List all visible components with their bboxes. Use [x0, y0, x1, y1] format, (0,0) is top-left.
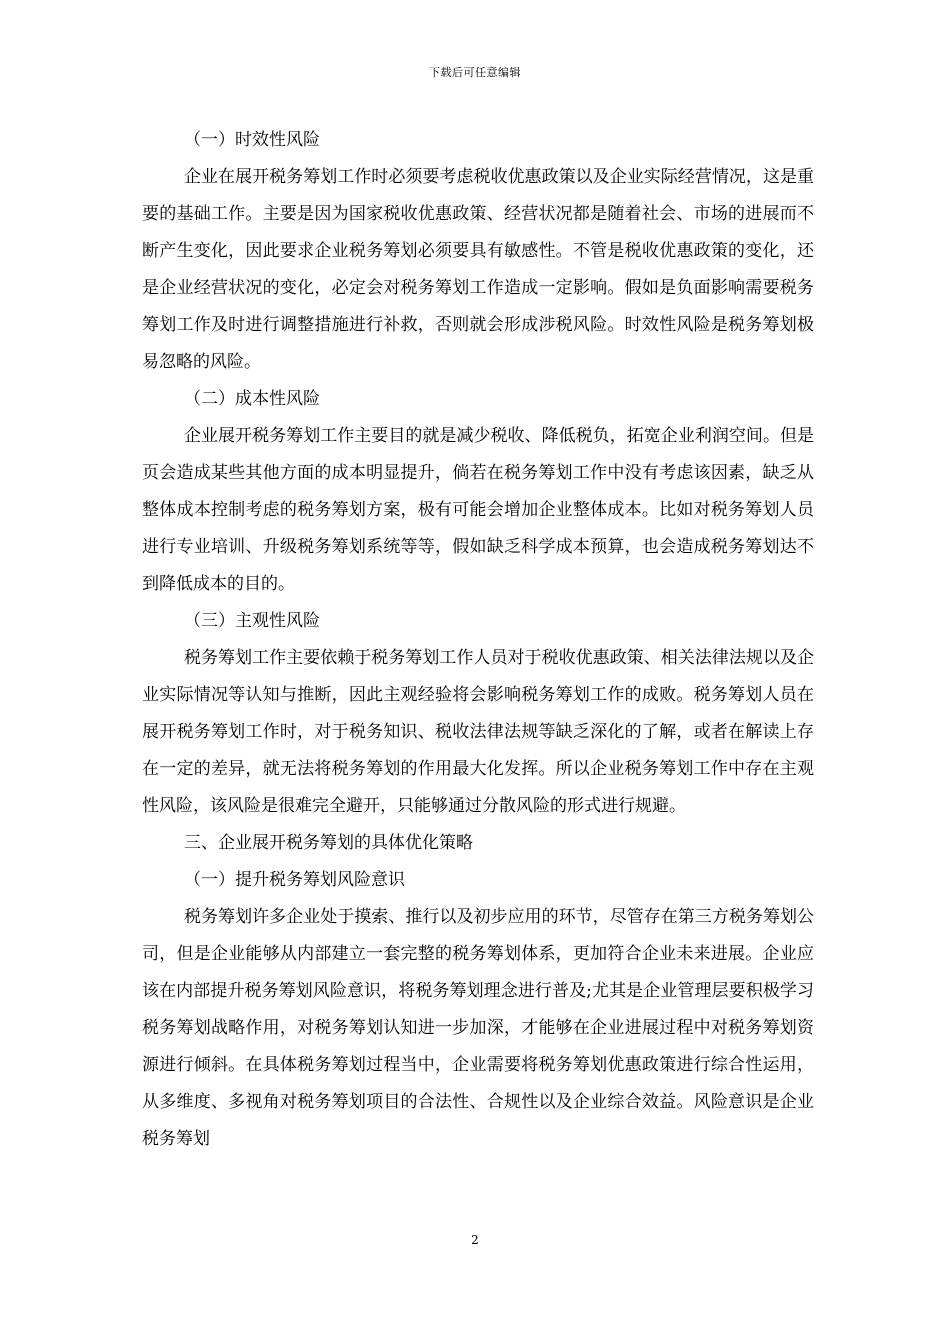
paragraph-subjective-risk: 税务筹划工作主要依赖于税务筹划工作人员对于税收优惠政策、相关法律法规以及企业实际情况等认知与推断，因此主观经验将会影响税务筹划工作的成败。税务筹划人员在展开税务筹划工作时，对于税务知识、税收法律法规等缺乏深化的了解，或者在解读上存在一定的差异，就无法将税务筹划的作用最大化发挥。所以企业税务筹划工作中存在主观性风险，该风险是很难完全避开，只能够通过分散风险的形式进行规避。: [142, 648, 814, 816]
section-heading-cost-risk: （二）成本性风险: [184, 389, 320, 409]
paragraph-cost-risk: 企业展开税务筹划工作主要目的就是减少税收、降低税负，拓宽企业利润空间。但是页会造成某些其他方面的成本明显提升，倘若在税务筹划工作中没有考虑该因素，缺乏从整体成本控制考虑的税务筹划方案，极有可能会增加企业整体成本。比如对税务筹划人员进行专业培训、升级税务筹划系统等等，假如缺乏科学成本预算，也会造成税务筹划达不到降低成本的目的。: [142, 426, 814, 594]
page-header: 下载后可任意编辑: [429, 66, 521, 79]
paragraph-timeliness-risk: 企业在展开税务筹划工作时必须要考虑税收优惠政策以及企业实际经营情况，这是重要的基础工作。主要是因为国家税收优惠政策、经营状况都是随着社会、市场的进展而不断产生变化，因此要求企业税务筹划必须要具有敏感性。不管是税收优惠政策的变化，还是企业经营状况的变化，必定会对税务筹划工作造成一定影响。假如是负面影响需要税务筹划工作及时进行调整措施进行补救，否则就会形成涉税风险。时效性风险是税务筹划极易忽略的风险。: [142, 167, 814, 372]
subsection-heading-risk-awareness: （一）提升税务筹划风险意识: [184, 870, 405, 890]
chapter-heading-optimization-strategy: 三、企业展开税务筹划的具体优化策略: [184, 833, 473, 853]
page-number: 2: [471, 1233, 479, 1247]
document-body: [142, 122, 814, 1158]
section-heading-timeliness-risk: （一）时效性风险: [184, 130, 320, 150]
section-heading-subjective-risk: （三）主观性风险: [184, 611, 320, 631]
paragraph-risk-awareness: 税务筹划许多企业处于摸索、推行以及初步应用的环节，尽管存在第三方税务筹划公司，但是企业能够从内部建立一套完整的税务筹划体系，更加符合企业未来进展。企业应该在内部提升税务筹划风险意识，将税务筹划理念进行普及;尤其是企业管理层要积极学习税务筹划战略作用，对税务筹划认知进一步加深，才能够在企业进展过程中对税务筹划资源进行倾斜。在具体税务筹划过程当中，企业需要将税务筹划优惠政策进行综合性运用，从多维度、多视角对税务筹划项目的合法性、合规性以及企业综合效益。风险意识是企业税务筹划: [142, 907, 814, 1149]
